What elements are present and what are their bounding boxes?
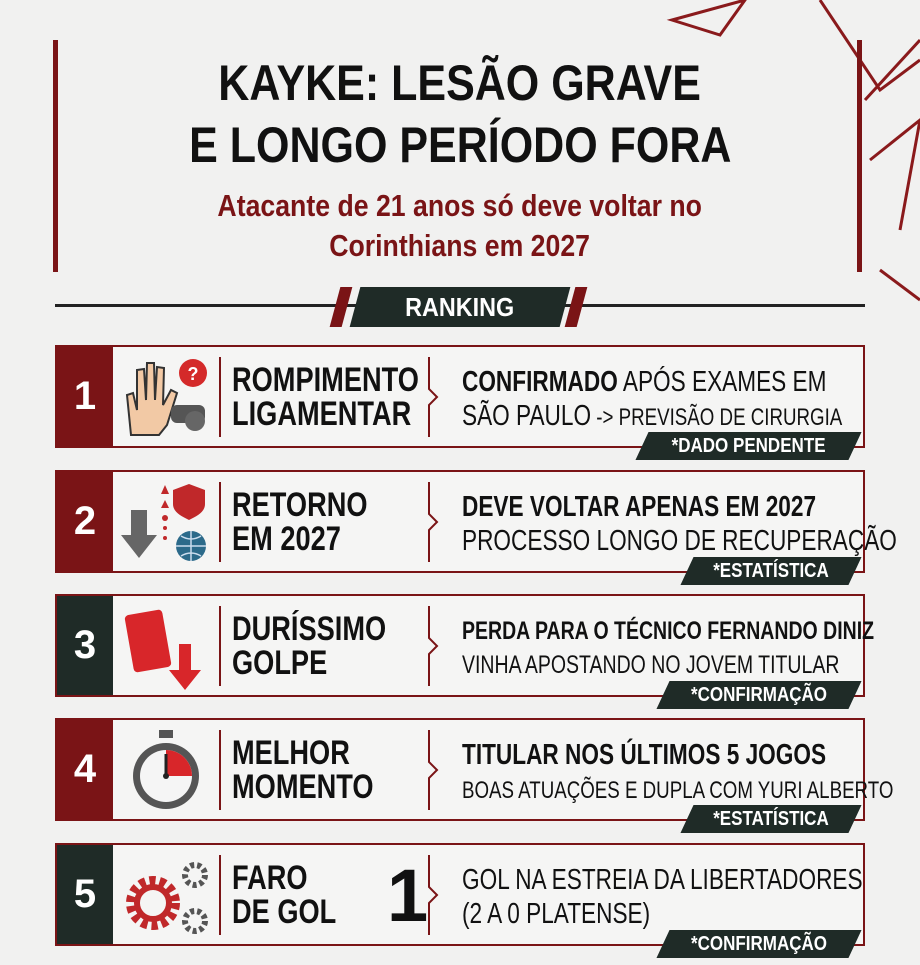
rank-number: 5 [57, 845, 113, 944]
divider [219, 482, 221, 562]
divider [219, 357, 221, 437]
ranking-badge [350, 287, 571, 327]
rank-number: 3 [57, 596, 113, 695]
source-tag: *DADO PENDENTE [635, 432, 861, 460]
row-description: CONFIRMADO APÓS EXAMES EM SÃO PAULO -> PREVISÃO DE CIRURGIA [462, 366, 843, 432]
rank-number: 2 [57, 472, 113, 571]
subtitle-line-2: Corinthians em 2027 [329, 228, 591, 263]
divider [219, 606, 221, 686]
chevron-right-icon [427, 482, 439, 562]
title-line-2: E LONGO PERÍODO FORA [188, 117, 732, 173]
ranking-row-4 [55, 718, 894, 830]
gears-icon [119, 853, 215, 939]
source-tag: *ESTATÍSTICA [681, 557, 862, 585]
ranking-row-2 [55, 470, 897, 582]
title-line-1: KAYKE: LESÃO GRAVE [218, 55, 702, 111]
chevron-right-icon [427, 606, 439, 686]
stopwatch-icon [119, 728, 215, 814]
subtitle-line-1: Atacante de 21 anos só deve voltar no [217, 188, 703, 223]
divider [219, 855, 221, 935]
ranking-row-5 [55, 843, 865, 955]
rank-number: 1 [57, 347, 113, 446]
row-description: TITULAR NOS ÚLTIMOS 5 JOGOS BOAS ATUAÇÕES E DUPLA COM YURI ALBERTO [462, 739, 894, 804]
rank-number: 4 [57, 720, 113, 819]
row-label: ROMPIMENTO LIGAMENTAR [232, 361, 419, 433]
source-tag: *ESTATÍSTICA [681, 805, 862, 833]
subtitle [60, 186, 860, 266]
goal-count: 1 [387, 854, 429, 937]
divider [219, 730, 221, 810]
row-description: DEVE VOLTAR APENAS EM 2027 PROCESSO LONGO DE RECUPERAÇÃO [462, 491, 897, 557]
source-tag: *CONFIRMAÇÃO [656, 681, 861, 709]
red-card-icon [119, 604, 215, 690]
page-title [60, 52, 860, 176]
chevron-right-icon [427, 855, 439, 935]
chevron-right-icon [427, 730, 439, 810]
ranking-row-1 [55, 345, 865, 457]
chevron-right-icon [427, 357, 439, 437]
source-tag: *CONFIRMAÇÃO [656, 930, 861, 958]
ranking-row-3 [55, 594, 875, 706]
hand-whistle-icon [119, 355, 215, 441]
down-arrow-globe-icon [119, 480, 215, 566]
row-description: GOL NA ESTREIA DA LIBERTADORES (2 A 0 PLATENSE) [462, 864, 863, 930]
svg-text:?: ? [187, 364, 199, 384]
row-label: DURÍSSIMO GOLPE [232, 610, 387, 682]
row-label: RETORNO EM 2027 [232, 486, 368, 558]
ranking-label: RANKING [405, 292, 515, 322]
row-label: MELHOR MOMENTO [232, 734, 374, 806]
row-description: PERDA PARA O TÉCNICO FERNANDO DINIZ VINHA APOSTANDO NO JOVEM TITULAR [462, 617, 875, 679]
row-label: FARO DE GOL [232, 859, 337, 931]
header-left-bar [53, 40, 58, 272]
